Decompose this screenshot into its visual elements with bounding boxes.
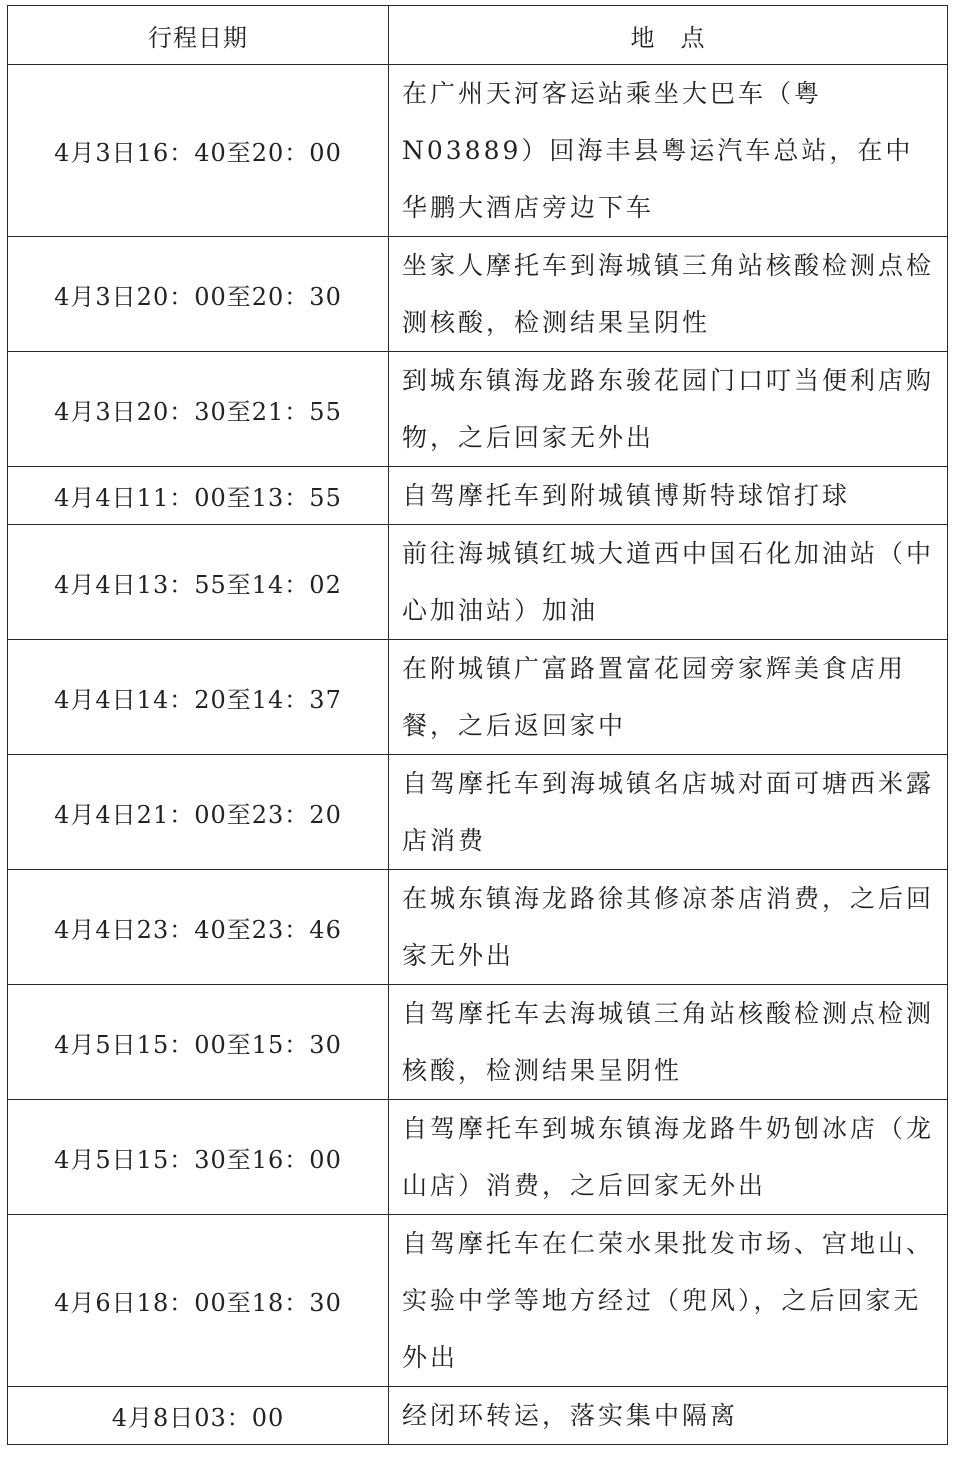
table-row bbox=[8, 1100, 948, 1215]
row-place: 坐家人摩托车到海城镇三角站核酸检测点检测核酸，检测结果呈阴性 bbox=[389, 237, 948, 352]
table-row bbox=[8, 237, 948, 352]
table-row bbox=[8, 1215, 948, 1387]
table-row bbox=[8, 985, 948, 1100]
table-row bbox=[8, 1387, 948, 1445]
header-row bbox=[8, 6, 948, 65]
table-row bbox=[8, 525, 948, 640]
row-place: 自驾摩托车到城东镇海龙路牛奶刨冰店（龙山店）消费，之后回家无外出 bbox=[389, 1100, 948, 1215]
row-place: 在附城镇广富路置富花园旁家辉美食店用餐，之后返回家中 bbox=[389, 640, 948, 755]
table-row bbox=[8, 755, 948, 870]
row-place: 自驾摩托车在仁荣水果批发市场、宫地山、实验中学等地方经过（兜风），之后回家无外出 bbox=[389, 1215, 948, 1387]
row-place: 到城东镇海龙路东骏花园门口叮当便利店购物，之后回家无外出 bbox=[389, 352, 948, 467]
row-date: 4月4日23：40至23：46 bbox=[8, 870, 389, 985]
row-date: 4月4日13：55至14：02 bbox=[8, 525, 389, 640]
row-place: 在城东镇海龙路徐其修凉茶店消费，之后回家无外出 bbox=[389, 870, 948, 985]
row-place: 前往海城镇红城大道西中国石化加油站（中心加油站）加油 bbox=[389, 525, 948, 640]
row-date: 4月3日16：40至20：00 bbox=[8, 65, 389, 237]
row-place: 经闭环转运，落实集中隔离 bbox=[389, 1387, 948, 1445]
row-date: 4月4日11：00至13：55 bbox=[8, 467, 389, 525]
row-date: 4月6日18：00至18：30 bbox=[8, 1215, 389, 1387]
header-date: 行程日期 bbox=[8, 6, 389, 65]
row-place: 自驾摩托车去海城镇三角站核酸检测点检测核酸，检测结果呈阴性 bbox=[389, 985, 948, 1100]
row-date: 4月5日15：00至15：30 bbox=[8, 985, 389, 1100]
table-row bbox=[8, 467, 948, 525]
table-row bbox=[8, 870, 948, 985]
header-place: 地 点 bbox=[389, 6, 948, 65]
row-date: 4月8日03：00 bbox=[8, 1387, 389, 1445]
row-date: 4月4日21：00至23：20 bbox=[8, 755, 389, 870]
table-row bbox=[8, 352, 948, 467]
itinerary-table bbox=[7, 5, 948, 1445]
row-date: 4月4日14：20至14：37 bbox=[8, 640, 389, 755]
row-place: 自驾摩托车到海城镇名店城对面可塘西米露店消费 bbox=[389, 755, 948, 870]
row-place: 自驾摩托车到附城镇博斯特球馆打球 bbox=[389, 467, 948, 525]
table-row bbox=[8, 65, 948, 237]
table-row bbox=[8, 640, 948, 755]
row-date: 4月3日20：00至20：30 bbox=[8, 237, 389, 352]
row-date: 4月3日20：30至21：55 bbox=[8, 352, 389, 467]
row-date: 4月5日15：30至16：00 bbox=[8, 1100, 389, 1215]
row-place: 在广州天河客运站乘坐大巴车（粤N03889）回海丰县粤运汽车总站，在中华鹏大酒店旁边下车 bbox=[389, 65, 948, 237]
